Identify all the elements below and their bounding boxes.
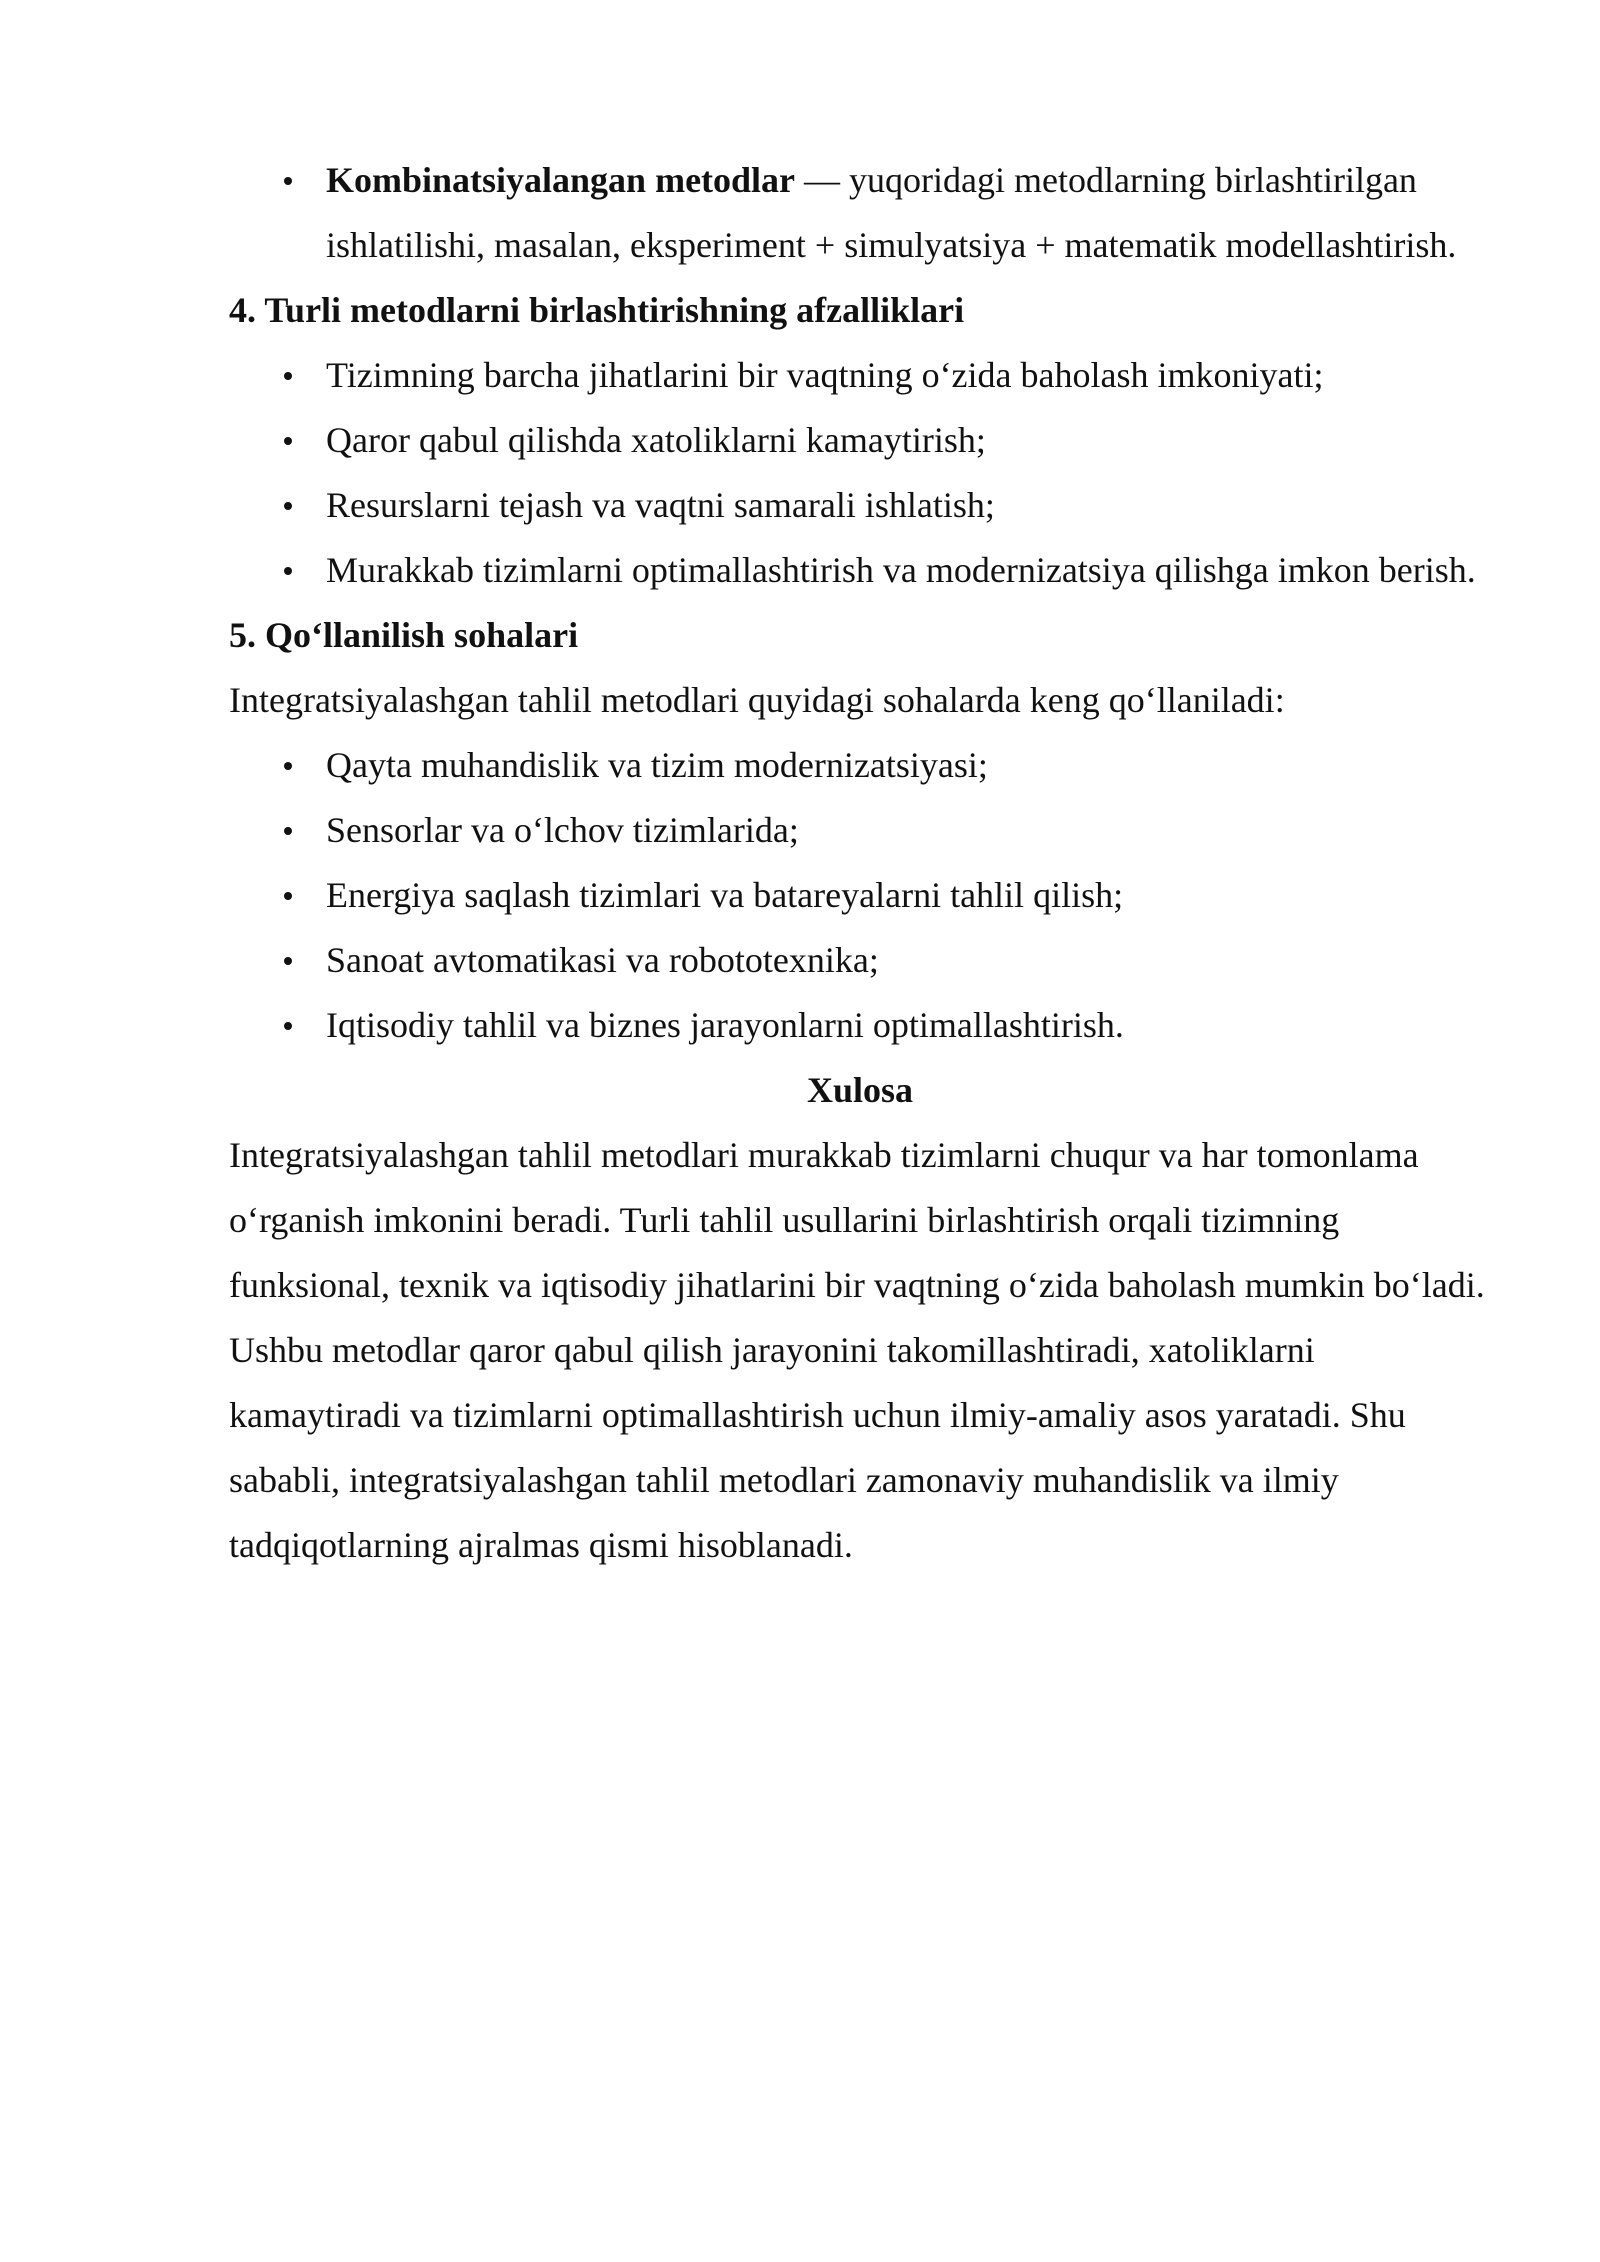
list-item: [229, 408, 1491, 473]
list-item: [229, 863, 1491, 928]
list-item: [229, 148, 1491, 278]
list-item: [229, 733, 1491, 798]
document-content: [229, 148, 1491, 1578]
section-4-list: [229, 343, 1491, 603]
section-5-list: [229, 733, 1491, 1058]
list-item-text: Energiya saqlash tizimlari va batareyalarni tahlil qilish;: [326, 875, 1124, 915]
section-5-heading: 5. Qo‘llanilish sohalari: [229, 615, 579, 655]
list-item-text: — yuqoridagi metodlarning birlashtirilgan ishlatilishi, masalan, eksperiment + simulyatsiya + matematik modellashtirish.: [326, 160, 1457, 265]
bullet-icon: [284, 177, 292, 185]
list-item: [229, 473, 1491, 538]
bullet-icon: [284, 437, 292, 445]
section-4-heading: 4. Turli metodlarni birlashtirishning afzalliklari: [229, 290, 965, 330]
bullet-icon: [284, 372, 292, 380]
list-item-text: Murakkab tizimlarni optimallashtirish va modernizatsiya qilishga imkon berish.: [326, 550, 1476, 590]
list-item-text: Tizimning barcha jihatlarini bir vaqtning o‘zida baholash imkoniyati;: [326, 355, 1324, 395]
list-item-text: Sanoat avtomatikasi va robototexnika;: [326, 940, 879, 980]
bullet-icon: [284, 1022, 292, 1030]
list-item: [229, 928, 1491, 993]
list-item: [229, 798, 1491, 863]
bullet-icon: [284, 827, 292, 835]
bullet-icon: [284, 502, 292, 510]
list-item-text: Iqtisodiy tahlil va biznes jarayonlarni optimallashtirish.: [326, 1005, 1124, 1045]
section-5-intro: Integratsiyalashgan tahlil metodlari quyidagi sohalarda keng qo‘llaniladi:: [229, 680, 1285, 720]
list-item-text: Qayta muhandislik va tizim modernizatsiyasi;: [326, 745, 988, 785]
bullet-icon: [284, 892, 292, 900]
methods-list: [229, 148, 1491, 278]
bullet-icon: [284, 762, 292, 770]
list-item-text: Qaror qabul qilishda xatoliklarni kamaytirish;: [326, 420, 986, 460]
list-item: [229, 993, 1491, 1058]
conclusion-title: Xulosa: [806, 1070, 914, 1110]
list-item-text: Resurslarni tejash va vaqtni samarali ishlatish;: [326, 485, 995, 525]
list-item: [229, 343, 1491, 408]
conclusion-text: Integratsiyalashgan tahlil metodlari murakkab tizimlarni chuqur va har tomonlama o‘rganish imkonini beradi. Turli tahlil usullarini birlashtirish orqali tizimning funksional, texnik va iqtisodiy jihatlarini bir vaqtning o‘zida baholash mumkin bo‘ladi. Ushbu metodlar qaror qabul qilish jarayonini takomillashtiradi, xatoliklarni kamaytiradi va tizimlarni optimallashtirish uchun ilmiy-amaliy asos yaratadi. Shu sababli, integratsiyalashgan tahlil metodlari zamonaviy muhandislik va ilmiy tadqiqotlarning ajralmas qismi hisoblanadi.: [229, 1135, 1485, 1565]
bullet-icon: [284, 567, 292, 575]
list-item-text: Sensorlar va o‘lchov tizimlarida;: [326, 810, 799, 850]
list-item-bold-term: Kombinatsiyalangan metodlar: [326, 160, 796, 200]
list-item: [229, 538, 1491, 603]
bullet-icon: [284, 957, 292, 965]
